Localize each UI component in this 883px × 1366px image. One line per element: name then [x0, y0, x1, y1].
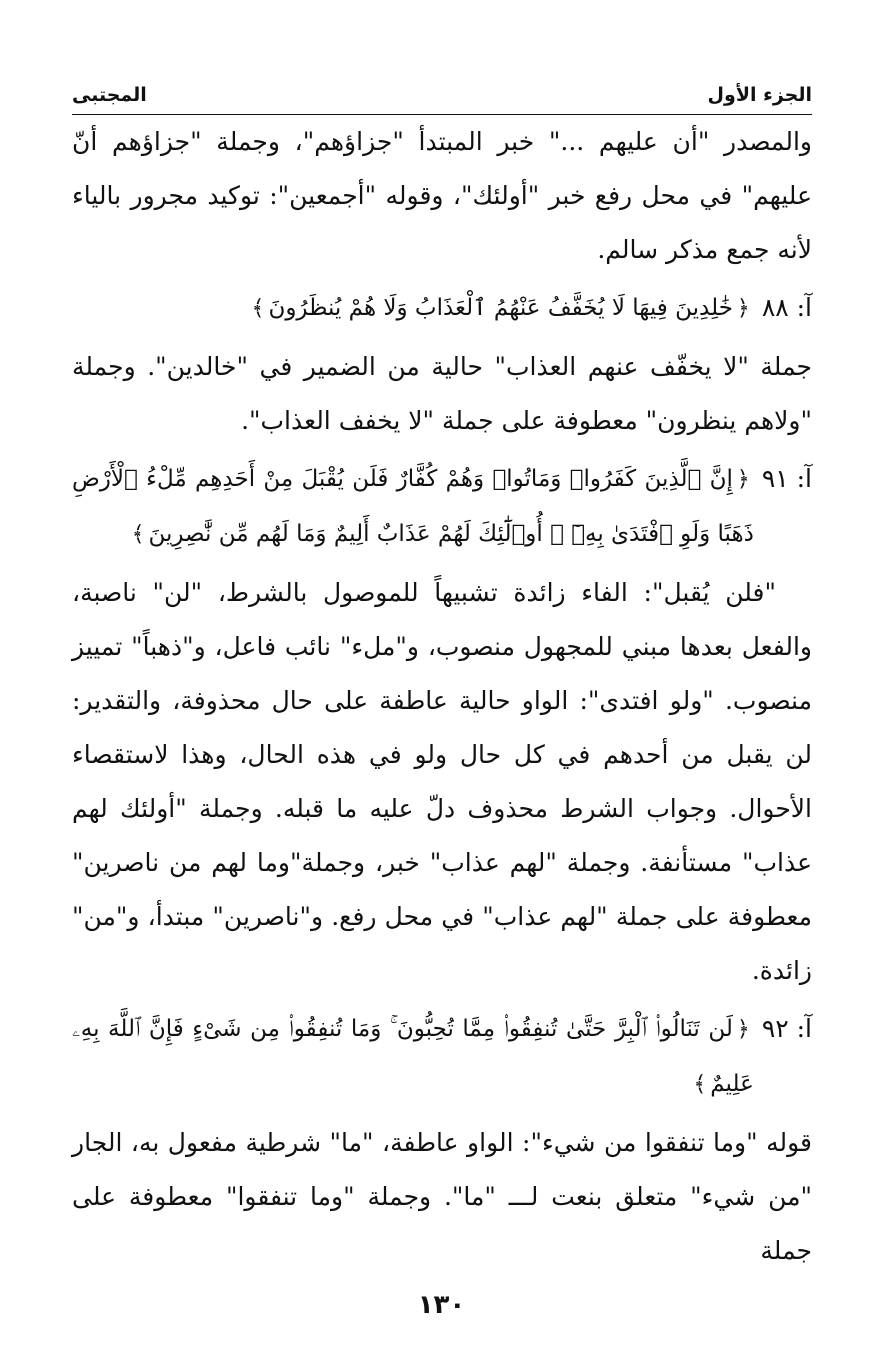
verse-88-text-wrap	[72, 281, 754, 336]
running-header	[72, 80, 812, 115]
verse-88-ref: آ: ٨٨	[761, 293, 812, 322]
verse-bracket-close-icon: ﴾	[693, 1072, 707, 1097]
header-book-title: المجتبى	[72, 84, 147, 106]
verse-bracket-close-icon: ﴾	[131, 522, 145, 547]
page-content	[72, 115, 812, 1278]
paragraph-4: قوله "وما تنفقوا من شيء": الواو عاطفة، "ما" شرطية مفعول به، الجار "من شيء" متعلق بنعت لـــ "ما". وجملة "وما تنفقوا" معطوفة على جملة	[72, 1128, 812, 1265]
paragraph-2: جملة "لا يخفّف عنهم العذاب" حالية من الضمير في "خالدين". وجملة "ولاهم ينظرون" معطوفة على جملة "لا يخفف العذاب".	[72, 352, 812, 435]
verse-bracket-open-icon: ﴿	[736, 467, 750, 492]
paragraph-3: "فلن يُقبل": الفاء زائدة تشبيهاً للموصول بالشرط، "لن" ناصبة، والفعل بعدها مبني للمجهول منصوب، و"ملء" نائب فاعل، و"ذهباً" تمييز منصوب. "ولو افتدى": الواو حالية عاطفة على حال محذوفة، والتقدير: لن يقبل من أحدهم في كل حال ولو في هذه الحال، وهذا لاستقصاء الأحوال. وجواب الشرط محذوف دلّ عليه ما قبله. وجملة "أولئك لهم عذاب" مستأنفة. وجملة "لهم عذاب" خبر، وجملة"وما لهم من ناصرين" معطوفة على جملة "لهم عذاب" في محل رفع. و"ناصرين" مبتدأ، و"من" زائدة.	[72, 578, 812, 985]
verse-92	[72, 1002, 812, 1112]
verse-bracket-open-icon: ﴿	[736, 296, 750, 321]
verse-91-text: إِنَّ ٱلَّذِينَ كَفَرُوا۟ وَمَاتُوا۟ وَهُمْ كُفَّارٌ فَلَن يُقْبَلَ مِنْ أَحَدِهِم مِّلْءُ ٱلْأَرْضِ ذَهَبًا وَلَوِ ٱفْتَدَىٰ بِهِۦٓ ۗ أُو۟لَٰٓئِكَ لَهُمْ عَذَابٌ أَلِيمٌ وَمَا لَهُم مِّن نَّٰصِرِينَ	[72, 466, 754, 547]
verse-92-text-wrap	[72, 1002, 754, 1112]
verse-91-text-wrap	[72, 452, 754, 562]
page-number: ١٣٠	[417, 1290, 466, 1320]
paragraph-1: والمصدر "أن عليهم ..." خبر المبتدأ "جزاؤهم"، وجملة "جزاؤهم أنّ عليهم" في محل رفع خبر "أولئك"، وقوله "أجمعين": توكيد مجرور بالياء لأنه جمع مذكر سالم.	[72, 127, 812, 264]
verse-92-ref: آ: ٩٢	[761, 1014, 812, 1043]
verse-92-text: لَن تَنَالُوا۟ ٱلْبِرَّ حَتَّىٰ تُنفِقُوا۟ مِمَّا تُحِبُّونَ ۚ وَمَا تُنفِقُوا۟ مِن شَىْءٍ فَإِنَّ ٱللَّهَ بِهِۦ عَلِيمٌ	[72, 1016, 754, 1097]
verse-bracket-close-icon: ﴾	[251, 296, 265, 321]
page	[72, 80, 812, 1278]
header-part: الجزء الأول	[707, 84, 812, 106]
verse-91-ref: آ: ٩١	[761, 464, 812, 493]
verse-88	[72, 281, 812, 336]
verse-91	[72, 452, 812, 562]
verse-bracket-open-icon: ﴿	[736, 1017, 750, 1042]
verse-88-text: خَٰلِدِينَ فِيهَا لَا يُخَفَّفُ عَنْهُمُ ٱلْعَذَابُ وَلَا هُمْ يُنظَرُونَ	[268, 295, 733, 321]
